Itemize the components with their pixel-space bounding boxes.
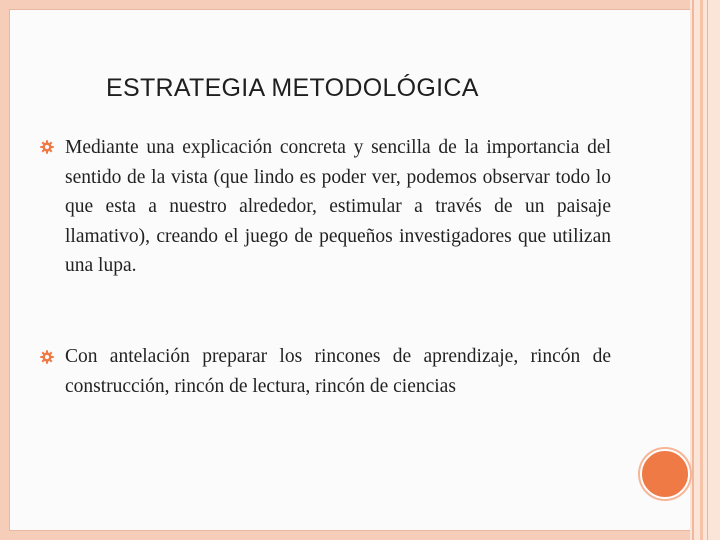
frame-bottom-border [0,531,690,540]
right-band-stripe [692,0,694,540]
gear-bullet-icon [40,140,54,154]
bullet-text: Mediante una explicación concreta y sencilla de la importancia del sentido de la vista (que lindo es poder ver, podemos observar todo lo que esta a nuestro alrededor, estimular a través de un paisaje llamativo), creando el juego de pequeños investigadores que utilizan una lupa. [65,137,611,276]
orange-circle-ornament [640,449,690,499]
frame-top-border [0,0,690,9]
slide-title: ESTRATEGIA METODOLÓGICA [106,74,479,102]
gear-bullet-icon [40,350,54,364]
right-decorative-band [690,0,720,540]
right-band-stripe [700,0,703,540]
right-band-stripe [707,0,708,540]
frame-left-border [0,0,9,540]
bullet-text: Con antelación preparar los rincones de aprendizaje, rincón de construcción, rincón de lectura, rincón de ciencias [65,346,611,397]
